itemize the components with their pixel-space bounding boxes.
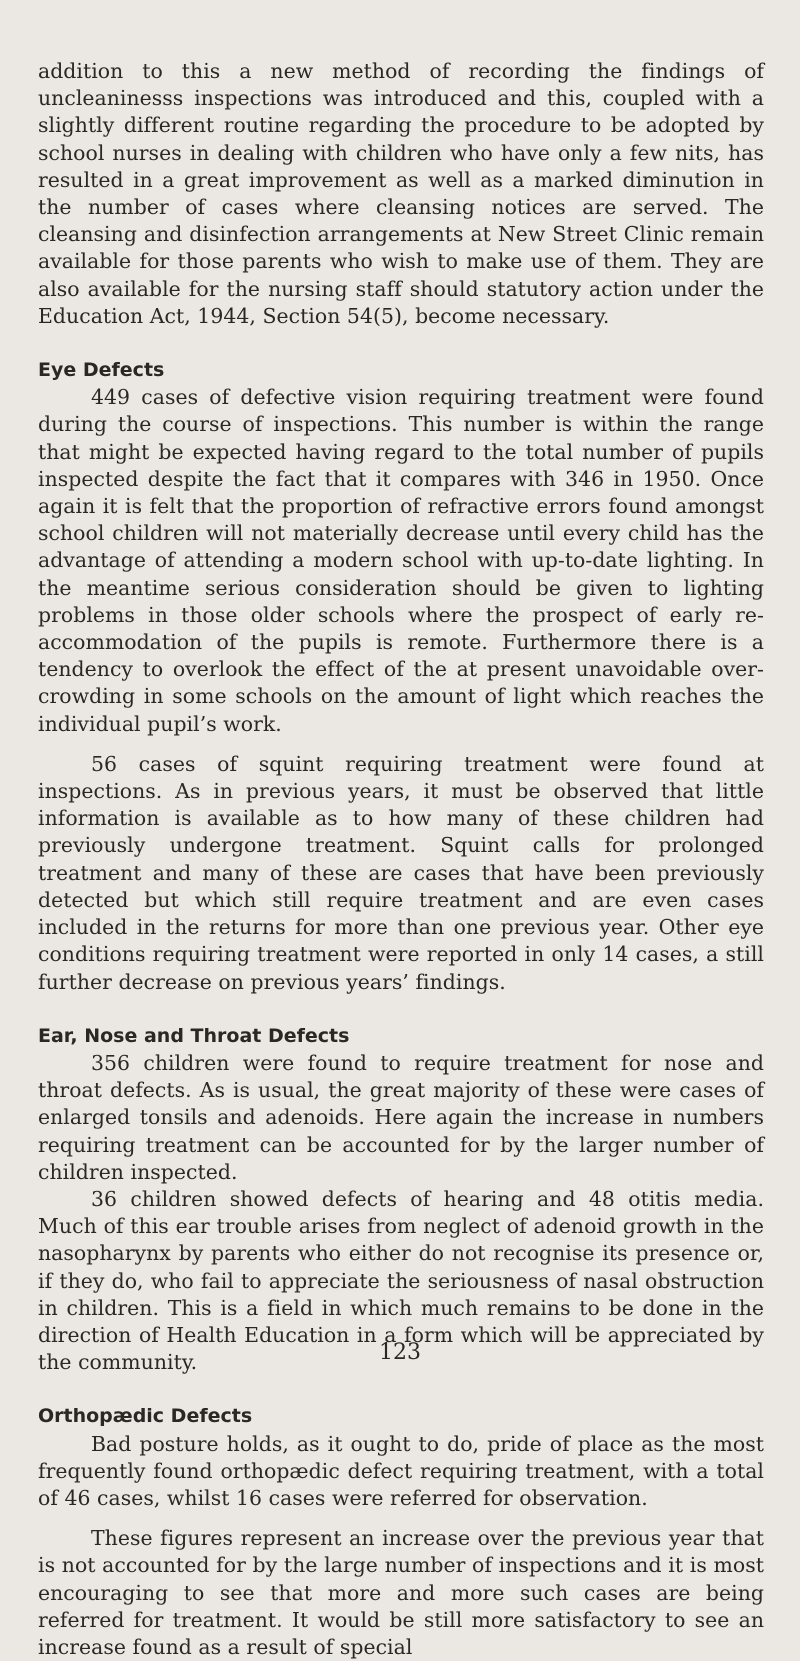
orthopaedic-defects-heading: Orthopædic Defects xyxy=(38,1405,253,1428)
eye-defects-paragraph-2: 56 cases of squint requiring treatment were found at inspections. As in previous years, it must be observed that little information is available as to how many of these children had previously undergone treatment. Squint calls for prolonged treatment and many of these are cases that have been previously detected but which still require treatment and are even cases included in the returns for more than one previous year. Other eye conditions requiring treatment were reported in only 14 cases, a still further decrease on previous years’ findings. xyxy=(38,751,764,994)
eye-defects-heading: Eye Defects xyxy=(38,359,165,382)
orthopaedic-defects-paragraph-1: Bad posture holds, as it ought to do, pride of place as the most frequently found orthopædic defect requiring treatment, with a total of 46 cases, whilst 16 cases were referred for observation. xyxy=(38,1431,764,1510)
intro-paragraph: addition to this a new method of recording the findings of uncleaninesss inspections was introduced and this, coupled with a slightly different routine regarding the procedure to be adopted by school nurses in dealing with children who have only a few nits, has resulted in a great improvement as well as a marked diminution in the number of cases where cleansing notices are served. The cleansing and disinfection arrangements at New Street Clinic remain available for those parents who wish to make use of them. They are also available for the nursing staff should statutory action under the Education Act, 1944, Section 54(5), become necessary. xyxy=(38,59,764,328)
ent-defects-paragraph-1: 356 children were found to require treatment for nose and throat defects. As is usual, the great majority of these were cases of enlarged tonsils and adenoids. Here again the increase in numbers requiring treatment can be accounted for by the larger number of children inspected. xyxy=(38,1050,764,1184)
orthopaedic-defects-paragraph-2: These figures represent an increase over the previous year that is not accounted for by the large number of inspections and it is most encouraging to see that more and more such cases are being referred for treatment. It would be still more satisfactory to see an increase found as a result of special xyxy=(38,1526,764,1659)
ent-defects-heading: Ear, Nose and Throat Defects xyxy=(38,1024,350,1047)
eye-defects-paragraph-1: 449 cases of defective vision requiring treatment were found during the course of inspections. This number is within the range that might be expected having regard to the total number of pupils inspected despite the fact that it compares with 346 in 1950. Once again it is felt that the proportion of refractive errors found amongst school children will not materially decrease until every child has the advantage of attending a modern school with up-to-date lighting. In the meantime serious consideration should be given to lighting problems in those older schools where the prospect of early re-accommodation of the pupils is remote. Furthermore there is a tendency to overlook the effect of the at present unavoidable over-crowding in some schools on the amount of light which reaches the individual pupil’s work. xyxy=(38,385,764,736)
ent-defects-paragraph-2: 36 children showed defects of hearing and 48 otitis media. Much of this ear trouble arises from neglect of adenoid growth in the nasopharynx by parents who either do not recognise its presence or, if they do, who fail to appreciate the seriousness of nasal obstruction in children. This is a field in which much remains to be done in the direction of Health Education in a form which will be appreciated by the community. xyxy=(38,1186,764,1375)
page-number: 123 xyxy=(379,1340,421,1365)
